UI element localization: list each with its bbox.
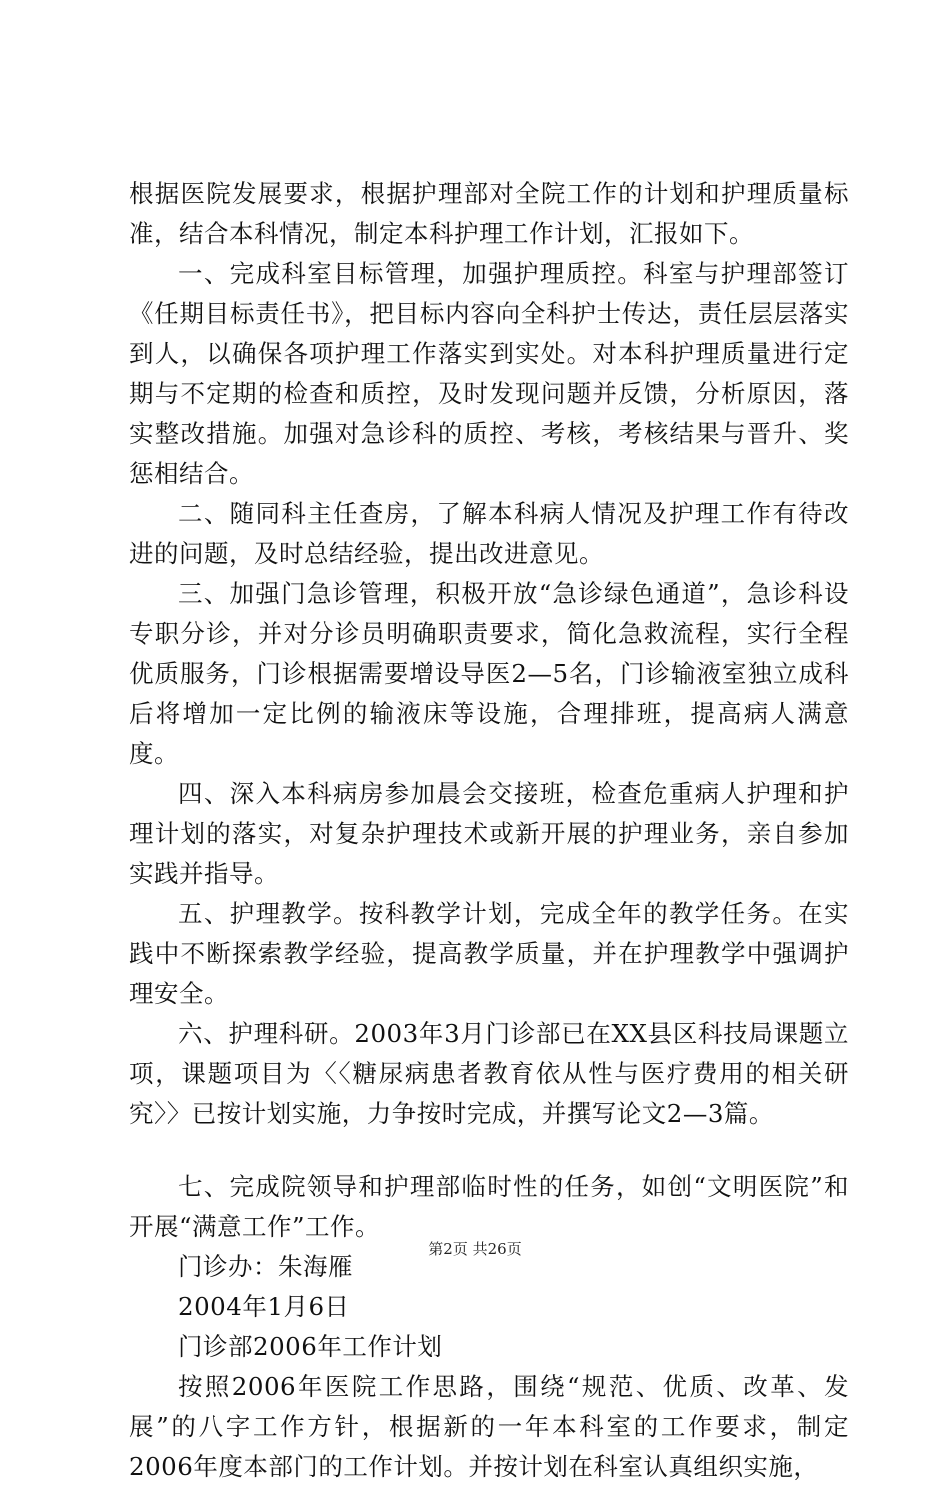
paragraph-item-7: 七、完成院领导和护理部临时性的任务，如创“文明医院”和开展“满意工作”工作。: [129, 1172, 849, 1241]
next-section-title: 门诊部2006年工作计划: [178, 1332, 443, 1361]
page-number-label: 第2页 共26页: [428, 1240, 522, 1258]
date-line: 2004年1月6日: [178, 1292, 350, 1321]
document-body: [129, 174, 849, 1487]
paragraph-item-2: 二、随同科主任查房，了解本科病人情况及护理工作有待改进的问题，及时总结经验，提出改进意见。: [129, 499, 849, 568]
paragraph-item-3: 三、加强门急诊管理，积极开放“急诊绿色通道”，急诊科设专职分诊，并对分诊员明确职责要求，简化急救流程，实行全程优质服务，门诊根据需要增设导医2—5名，门诊输液室独立成科后将增加一定比例的输液床等设施，合理排班，提高病人满意度。: [129, 579, 849, 768]
page-footer: [0, 1239, 950, 1259]
paragraph-item-4: 四、深入本科病房参加晨会交接班，检查危重病人护理和护理计划的落实，对复杂护理技术或新开展的护理业务，亲自参加实践并指导。: [129, 779, 849, 888]
signature-line: 门诊办：朱海雁: [178, 1252, 353, 1281]
paragraph-item-1: 一、完成科室目标管理，加强护理质控。科室与护理部签订《任期目标责任书》，把目标内容向全科护士传达，责任层层落实到人，以确保各项护理工作落实到实处。对本科护理质量进行定期与不定期的检查和质控，及时发现问题并反馈，分析原因，落实整改措施。加强对急诊科的质控、考核，考核结果与晋升、奖惩相结合。: [129, 259, 849, 488]
next-section-paragraph: 按照2006年医院工作思路，围绕“规范、优质、改革、发展”的八字工作方针，根据新的一年本科室的工作要求，制定2006年度本部门的工作计划。并按计划在科室认真组织实施，: [129, 1372, 849, 1481]
paragraph-item-5: 五、护理教学。按科教学计划，完成全年的教学任务。在实践中不断探索教学经验，提高教学质量，并在护理教学中强调护理安全。: [129, 899, 849, 1008]
paragraph-item-6: 六、护理科研。2003年3月门诊部已在XX县区科技局课题立项，课题项目为〈〈糖尿病患者教育依从性与医疗费用的相关研究〉〉已按计划实施，力争按时完成，并撰写论文2—3篇。: [129, 1019, 849, 1128]
paragraph-intro: 根据医院发展要求，根据护理部对全院工作的计划和护理质量标准，结合本科情况，制定本科护理工作计划，汇报如下。: [129, 179, 849, 248]
